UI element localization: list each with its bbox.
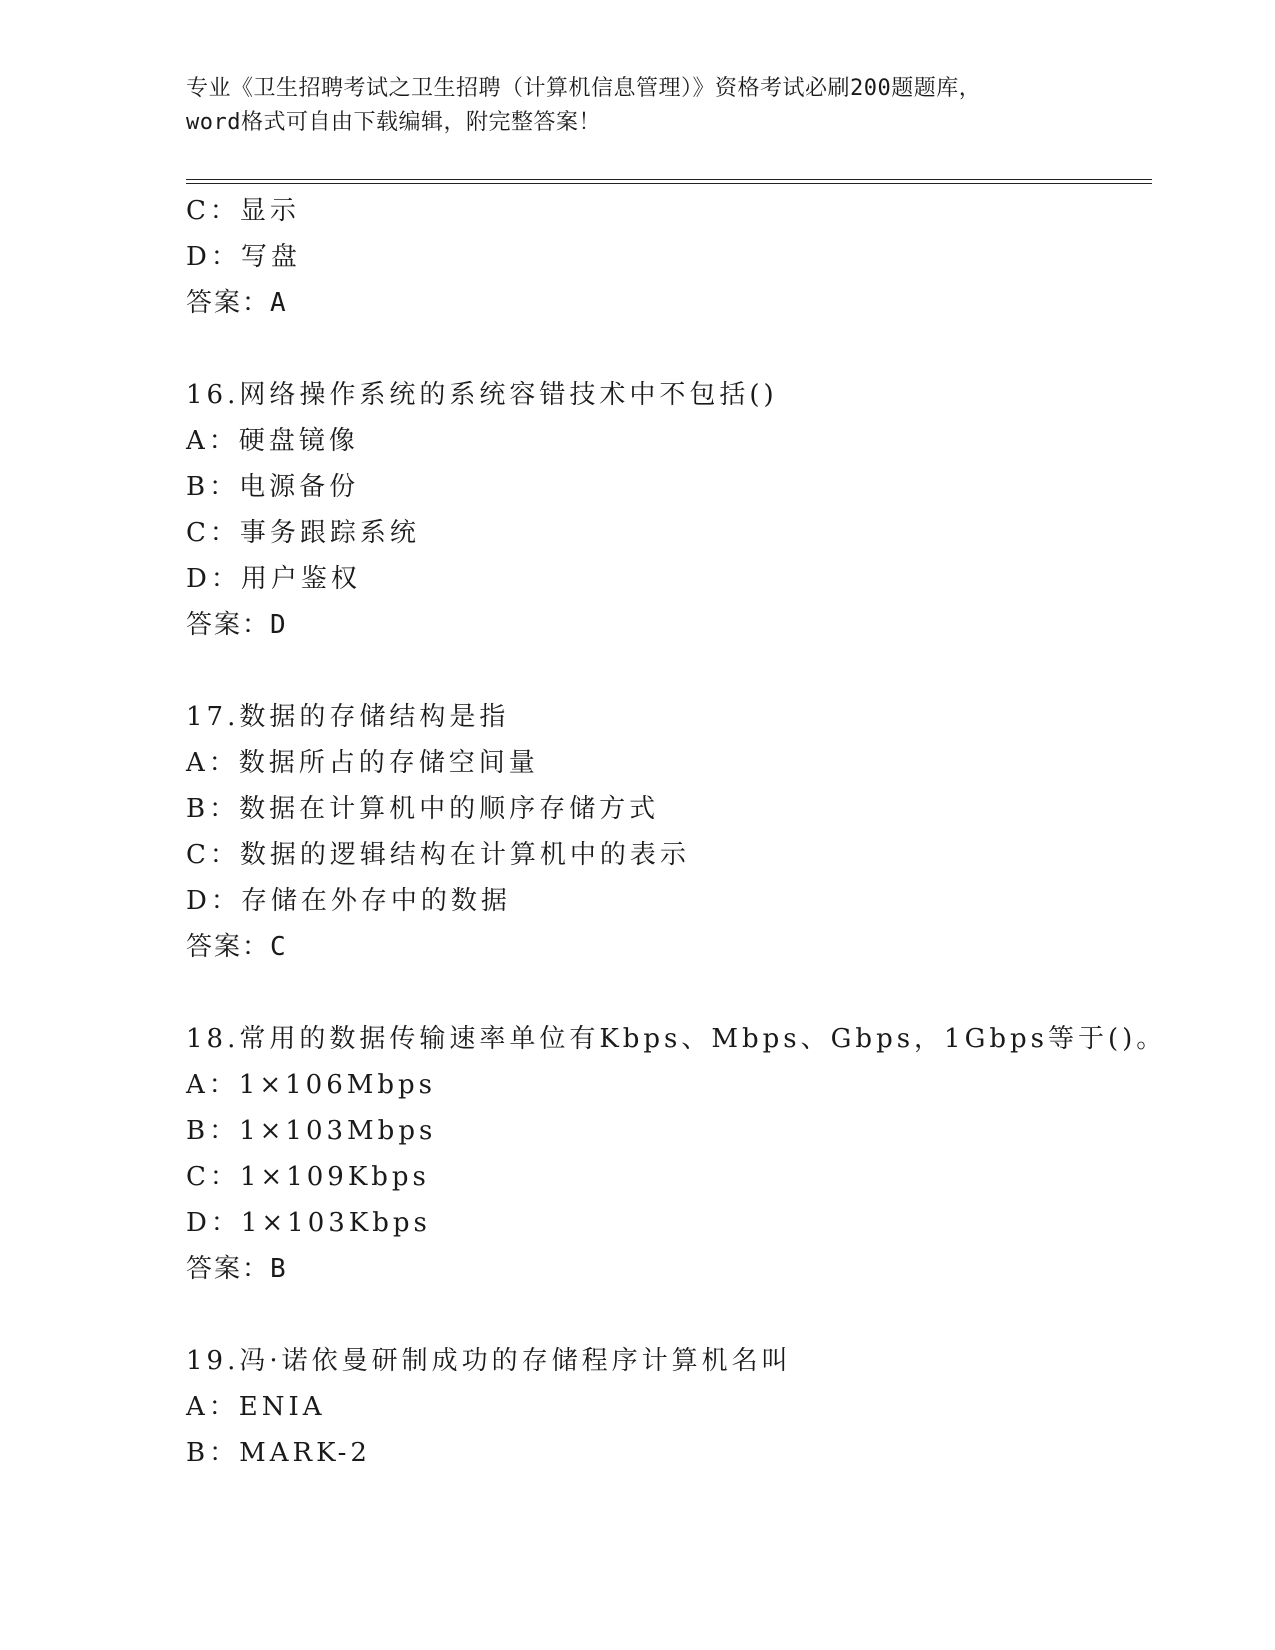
question-text: 16.网络操作系统的系统容错技术中不包括() (186, 380, 778, 410)
header-divider-bottom (186, 183, 1152, 184)
spacer (186, 1292, 1146, 1338)
question-text: 18.常用的数据传输速率单位有Kbps、Mbps、Gbps，1Gbps等于()。 (186, 1024, 1167, 1054)
option-b: B：1×103Mbps (186, 1116, 437, 1146)
spacer (186, 648, 1146, 694)
question-17 (186, 694, 1146, 970)
option-a: A：硬盘镜像 (186, 426, 359, 456)
question-19 (186, 1338, 1146, 1476)
option-a: A：数据所占的存储空间量 (186, 748, 539, 778)
header-title-line-2: word格式可自由下载编辑，附完整答案！ (186, 110, 601, 135)
option-b: B：MARK-2 (186, 1438, 371, 1468)
question-18 (186, 1016, 1167, 1292)
question-15-tail (186, 188, 1146, 326)
question-list (186, 188, 1167, 1476)
option-d: D：用户鉴权 (186, 564, 361, 594)
option-c: C：1×109Kbps (186, 1162, 430, 1192)
question-text: 17.数据的存储结构是指 (186, 702, 510, 732)
answer-line: 答案：D (186, 610, 288, 640)
header-title-line-1: 专业《卫生招聘考试之卫生招聘（计算机信息管理）》资格考试必刷200题题库， (186, 76, 982, 101)
option-b: B：数据在计算机中的顺序存储方式 (186, 794, 660, 824)
answer-line: 答案：A (186, 288, 288, 318)
option-c: C：显示 (186, 196, 300, 226)
answer-line: 答案：B (186, 1254, 288, 1284)
question-16 (186, 372, 1146, 648)
option-b: B：电源备份 (186, 472, 360, 502)
option-d: D：写盘 (186, 242, 301, 272)
spacer (186, 326, 1146, 372)
header-divider-top (186, 179, 1152, 180)
question-text: 19.冯·诺依曼研制成功的存储程序计算机名叫 (186, 1346, 792, 1376)
option-d: D：1×103Kbps (186, 1208, 431, 1238)
answer-line: 答案：C (186, 932, 288, 962)
spacer (186, 970, 1146, 1016)
option-a: A：1×106Mbps (186, 1070, 436, 1100)
document-header (186, 72, 1086, 140)
option-c: C：事务跟踪系统 (186, 518, 420, 548)
option-c: C：数据的逻辑结构在计算机中的表示 (186, 840, 690, 870)
option-d: D：存储在外存中的数据 (186, 886, 511, 916)
option-a: A：ENIA (186, 1392, 326, 1422)
